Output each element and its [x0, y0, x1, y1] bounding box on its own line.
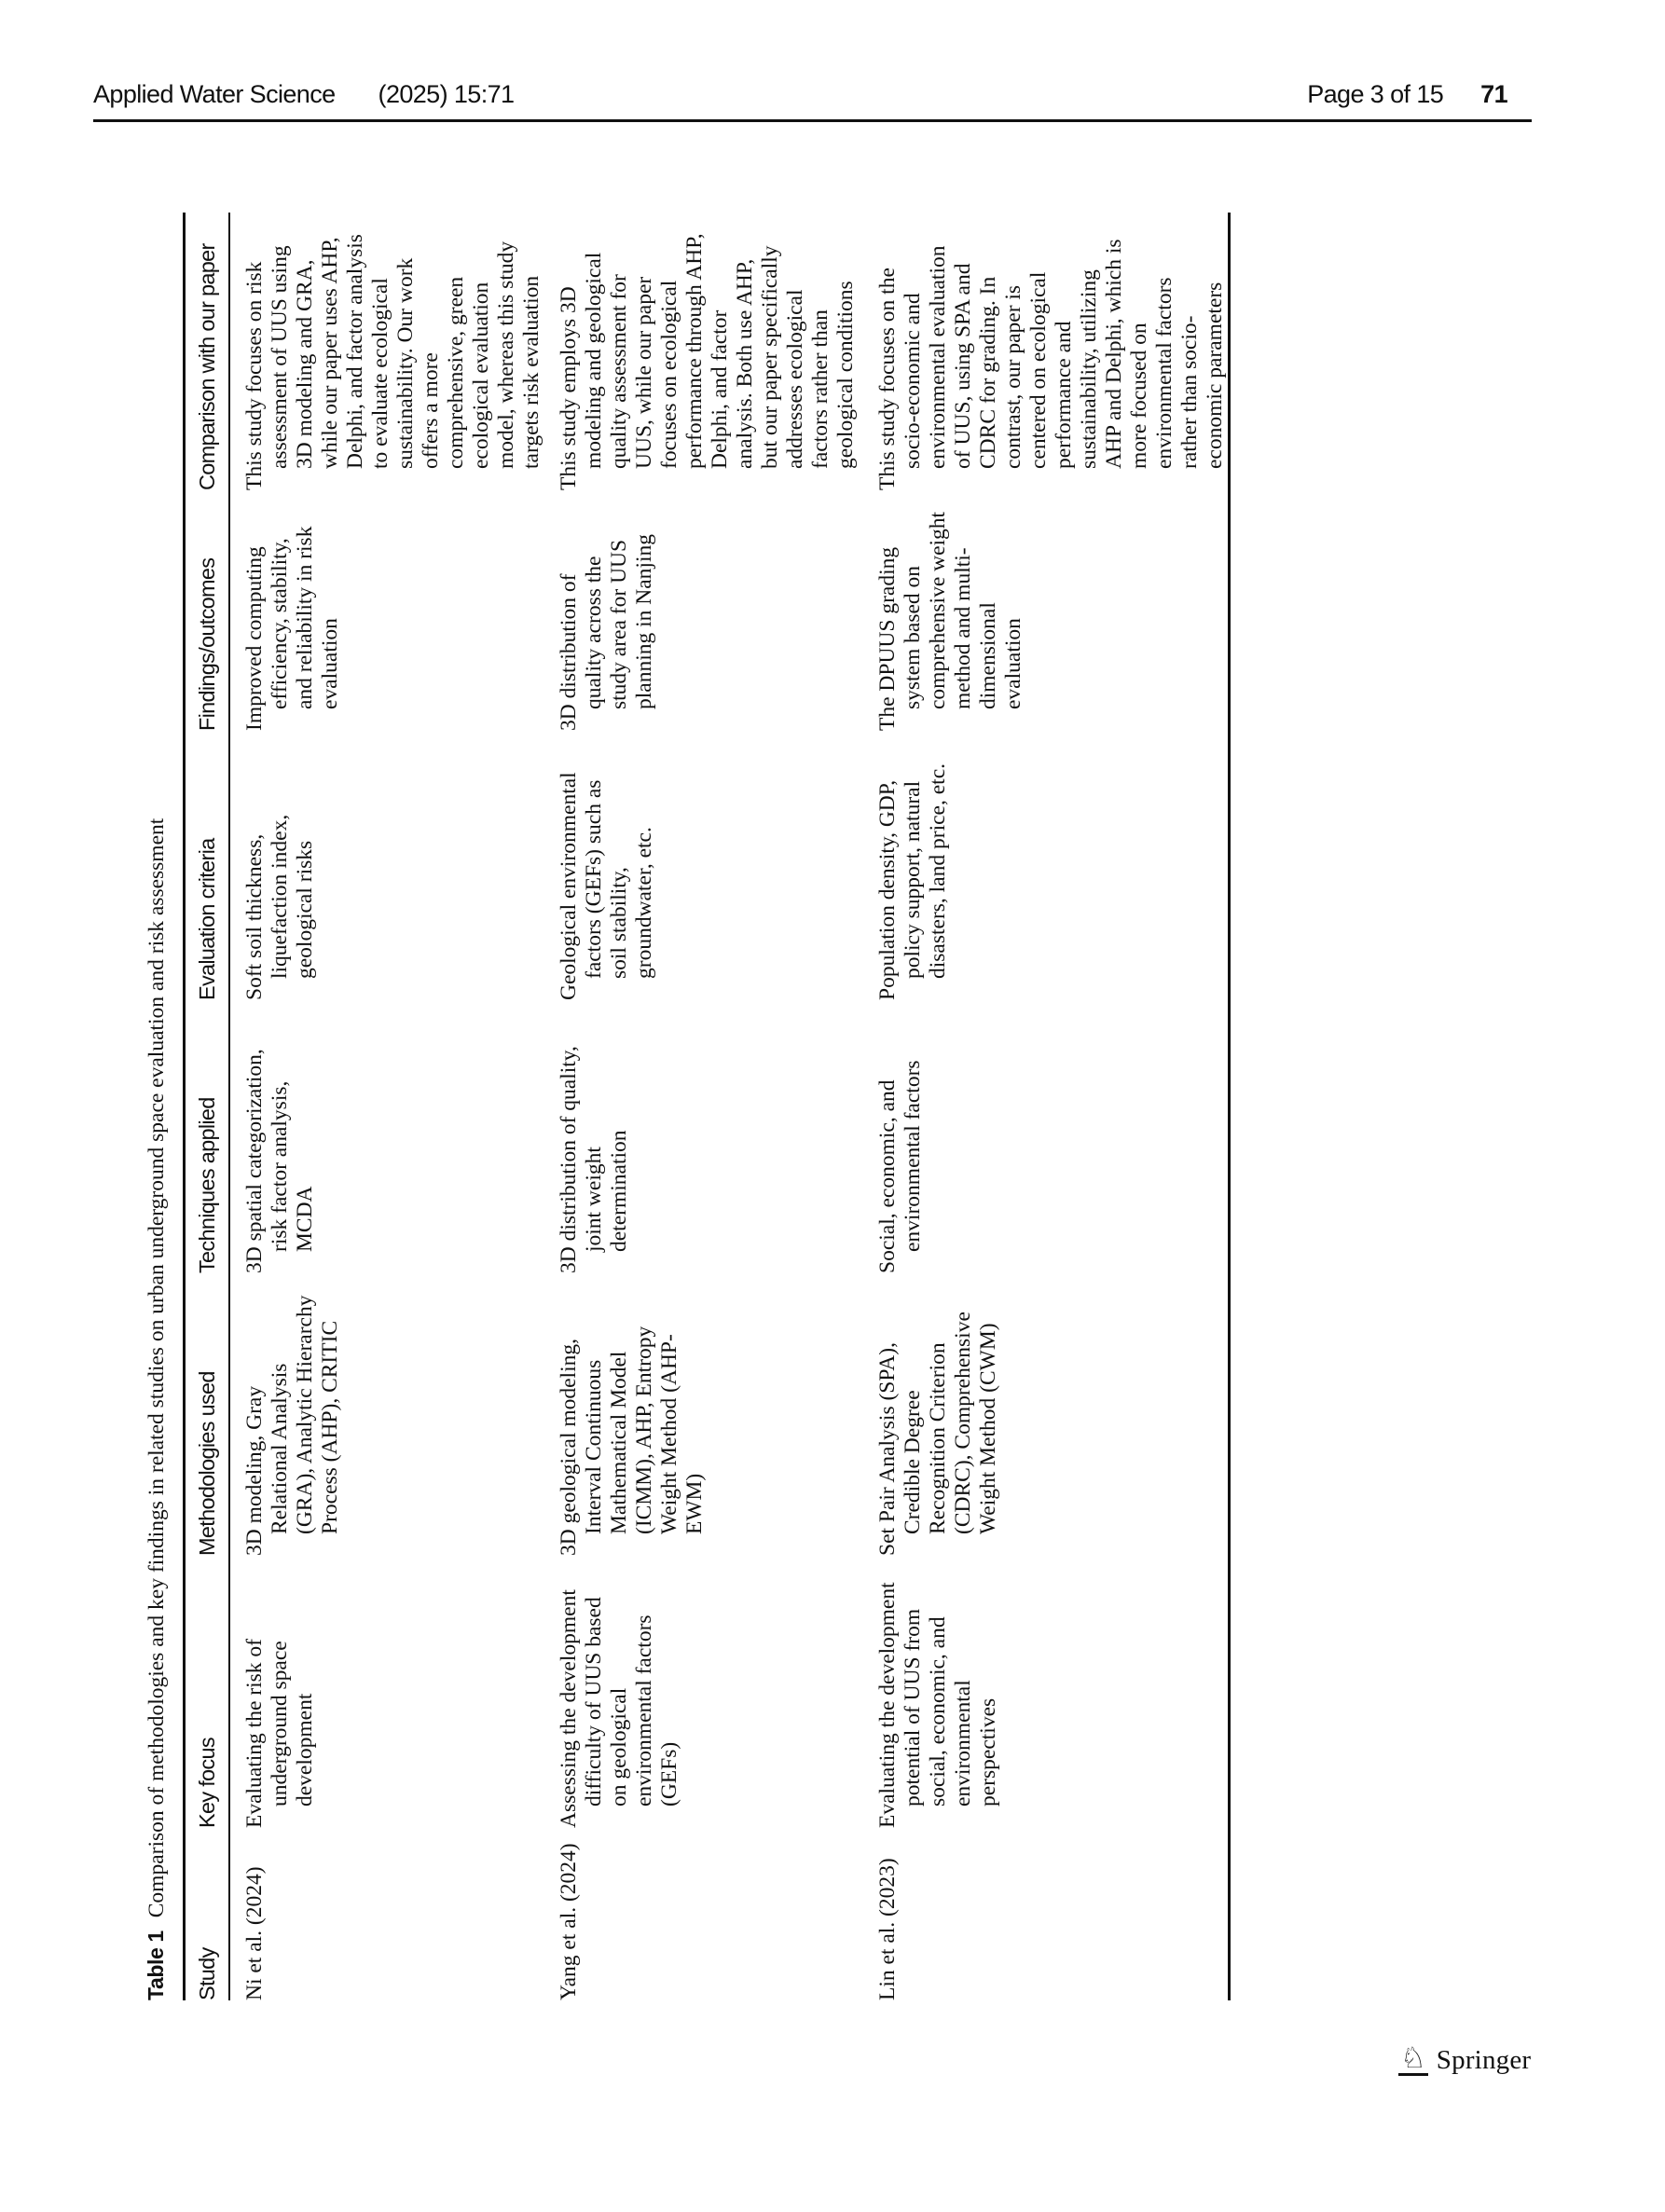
col-header-evaluation: Evaluation criteria — [185, 731, 230, 1000]
table-landscape-canvas — [142, 213, 1227, 2000]
journal-title: Applied Water Science — [93, 80, 336, 108]
cell-evaluation: Soft soil thickness, liquefaction index, geological risks — [242, 814, 317, 1000]
cell-evaluation: Geological environmental factors (GEFs) such as soil stability, groundwater, etc. — [557, 772, 656, 1000]
article-number: 71 — [1480, 80, 1507, 108]
journal-citation: (2025) 15:71 — [378, 80, 515, 108]
springer-knight-icon: ♘ — [1400, 2041, 1426, 2074]
cell-comparison: This study focuses on the socio-economic and environmental evaluation of UUS, using SPA and CDRC for grading. In contrast, our paper is centered on ecological performance and sustainability, utilizing AHP and Delphi, which is more focused on environmental factors rather than socio-economic parameters — [875, 239, 1227, 490]
cell-study: Ni et al. (2024) — [242, 1866, 267, 2000]
header-rule — [93, 119, 1532, 122]
table-row — [544, 213, 863, 2000]
cell-methodologies: Set Pair Analysis (SPA), Credible Degree Recognition Criterion (CDRC), Comprehensive Weight Method (CWM) — [875, 1312, 1000, 1556]
table-row — [229, 213, 544, 2000]
cell-techniques: 3D distribution of quality, joint weight determination — [557, 1046, 631, 1273]
col-header-study: Study — [185, 1828, 230, 2000]
cell-findings: Improved computing efficiency, stability, and reliability in risk evaluation — [242, 526, 342, 731]
table-caption-label: Table 1 — [144, 1930, 168, 2000]
publisher-name: Springer — [1436, 2045, 1532, 2075]
table-caption-text: Comparison of methodologies and key findings in related studies on urban underground space evaluation and risk assessment — [144, 817, 169, 1918]
running-head — [93, 80, 1507, 109]
cell-key-focus: Evaluating the risk of underground space development — [242, 1639, 317, 1828]
table-header-row — [185, 213, 230, 2000]
cell-techniques: Social, economic, and environmental factors — [875, 1060, 925, 1273]
cell-findings: 3D distribution of quality across the study area for UUS planning in Nanjing — [557, 534, 656, 731]
cell-key-focus: Assessing the development difficulty of UUS based on geological environmental factors (GEFs) — [557, 1589, 681, 1828]
col-header-key-focus: Key focus — [185, 1556, 230, 1828]
col-header-techniques: Techniques applied — [185, 1000, 230, 1273]
table-caption — [142, 213, 171, 2000]
cell-techniques: 3D spatial categorization, risk factor analysis, MCDA — [242, 1049, 317, 1273]
cell-evaluation: Population density, GDP, policy support, natural disasters, land price, etc. — [875, 763, 950, 1000]
cell-study: Lin et al. (2023) — [875, 1858, 900, 2000]
col-header-findings: Findings/outcomes — [185, 490, 230, 731]
publisher-footer — [1398, 2041, 1532, 2076]
cell-findings: The DPUUS grading system based on comprehensive weight method and multi-dimensional evaluation — [875, 511, 1025, 731]
cell-comparison: This study employs 3D modeling and geological quality assessment for UUS, while our paper focuses on ecological performance through AHP, Delphi, and factor analysis. Both use AHP, but our paper specifically addresses ecological factors rather than geological conditions — [557, 233, 858, 490]
cell-study: Yang et al. (2024) — [557, 1843, 581, 2000]
comparison-table — [183, 213, 1231, 2000]
table-row — [863, 213, 1230, 2000]
cell-key-focus: Evaluating the development potential of UUS from social, economic, and environmental perspectives — [875, 1582, 1000, 1828]
page-info: Page 3 of 15 — [1307, 80, 1444, 108]
cell-methodologies: 3D geological modeling, Interval Continuous Mathematical Model (ICMM), AHP, Entropy Weight Method (AHP-EWM) — [557, 1326, 707, 1556]
col-header-comparison: Comparison with our paper — [185, 213, 230, 490]
rotated-table-region — [142, 213, 1227, 2000]
cell-methodologies: 3D modeling, Gray Relational Analysis (GRA), Analytic Hierarchy Process (AHP), CRITIC — [242, 1295, 342, 1556]
cell-comparison: This study focuses on risk assessment of UUS using 3D modeling and GRA, while our paper uses AHP, Delphi, and factor analysis to evaluate ecological sustainability. Our work offers a more comprehensive, green ecological evaluation model, whereas this study targets risk evaluation — [242, 234, 544, 490]
col-header-methodologies: Methodologies used — [185, 1273, 230, 1556]
